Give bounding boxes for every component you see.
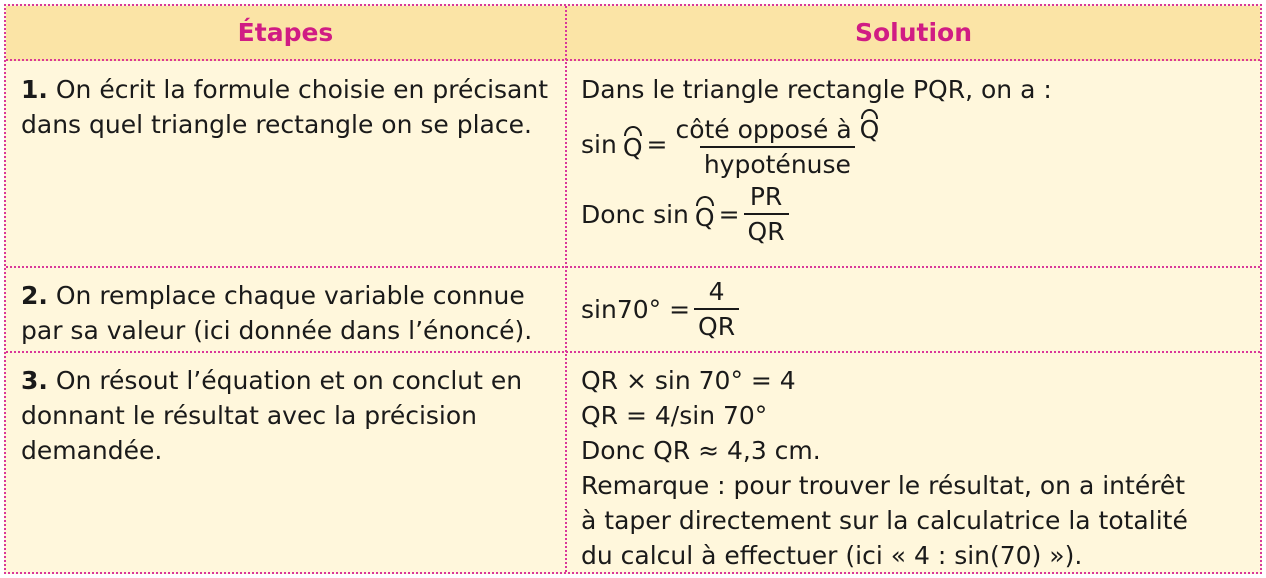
fraction [694, 275, 739, 343]
angle-q: Q [694, 202, 715, 232]
step-text: On résout l’équation et on conclut en donnant le résultat avec la précision demandée. [21, 366, 523, 465]
remark-line: à taper directement sur la calculatrice la totalité [581, 506, 1188, 535]
header-etapes: Étapes [237, 18, 334, 47]
numerator-text: côté opposé à [675, 115, 860, 144]
column-divider [565, 6, 567, 572]
angle-q-hat [623, 124, 643, 165]
denominator: hypoténuse [700, 146, 855, 181]
formula-sin70 [581, 274, 1251, 344]
sin70-label: sin70° = [581, 294, 691, 324]
solution-line: QR = 4/sin 70° [581, 401, 768, 430]
step-number: 3. [21, 366, 48, 395]
solution-line: Donc QR ≈ 4,3 cm. [581, 436, 821, 465]
fraction [744, 180, 789, 248]
step-1 [21, 72, 551, 142]
header-solution: Solution [854, 18, 973, 47]
solution-line: QR × sin 70° = 4 [581, 366, 796, 395]
angle-q-hat [860, 107, 880, 146]
remark-line: du calcul à effectuer (ici « 4 : sin(70) »). [581, 541, 1083, 570]
sin-label: sin [581, 129, 617, 159]
fraction [671, 107, 883, 181]
angle-q: Q [859, 115, 880, 144]
formula-donc-sin-q [581, 179, 1251, 249]
step-3 [21, 363, 551, 468]
solution-1 [581, 72, 1251, 249]
step-2 [21, 278, 551, 348]
angle-q: Q [622, 132, 643, 162]
method-table [4, 4, 1262, 574]
step-number: 1. [21, 75, 48, 104]
step-text: On écrit la formule choisie en précisant dans quel triangle rectangle on se place. [21, 75, 549, 139]
angle-q-hat [695, 194, 715, 235]
step-number: 2. [21, 281, 48, 310]
solution-intro: Dans le triangle rectangle PQR, on a : [581, 75, 1052, 104]
denominator: QR [744, 213, 789, 248]
numerator [671, 107, 883, 146]
denominator: QR [694, 308, 739, 343]
solution-2 [581, 274, 1251, 344]
formula-sin-q [581, 109, 1251, 179]
numerator: 4 [708, 277, 725, 306]
donc-sin-label: Donc sin [581, 199, 689, 229]
solution-3 [581, 363, 1251, 573]
numerator: PR [749, 182, 783, 211]
row-divider [6, 266, 1260, 268]
table-header [6, 6, 1260, 61]
equals-sign: = [718, 199, 740, 229]
row-divider [6, 351, 1260, 353]
remark-line: Remarque : pour trouver le résultat, on a intérêt [581, 471, 1186, 500]
step-text: On remplace chaque variable connue par sa valeur (ici donnée dans l’énoncé). [21, 281, 533, 345]
equals-sign: = [646, 129, 668, 159]
